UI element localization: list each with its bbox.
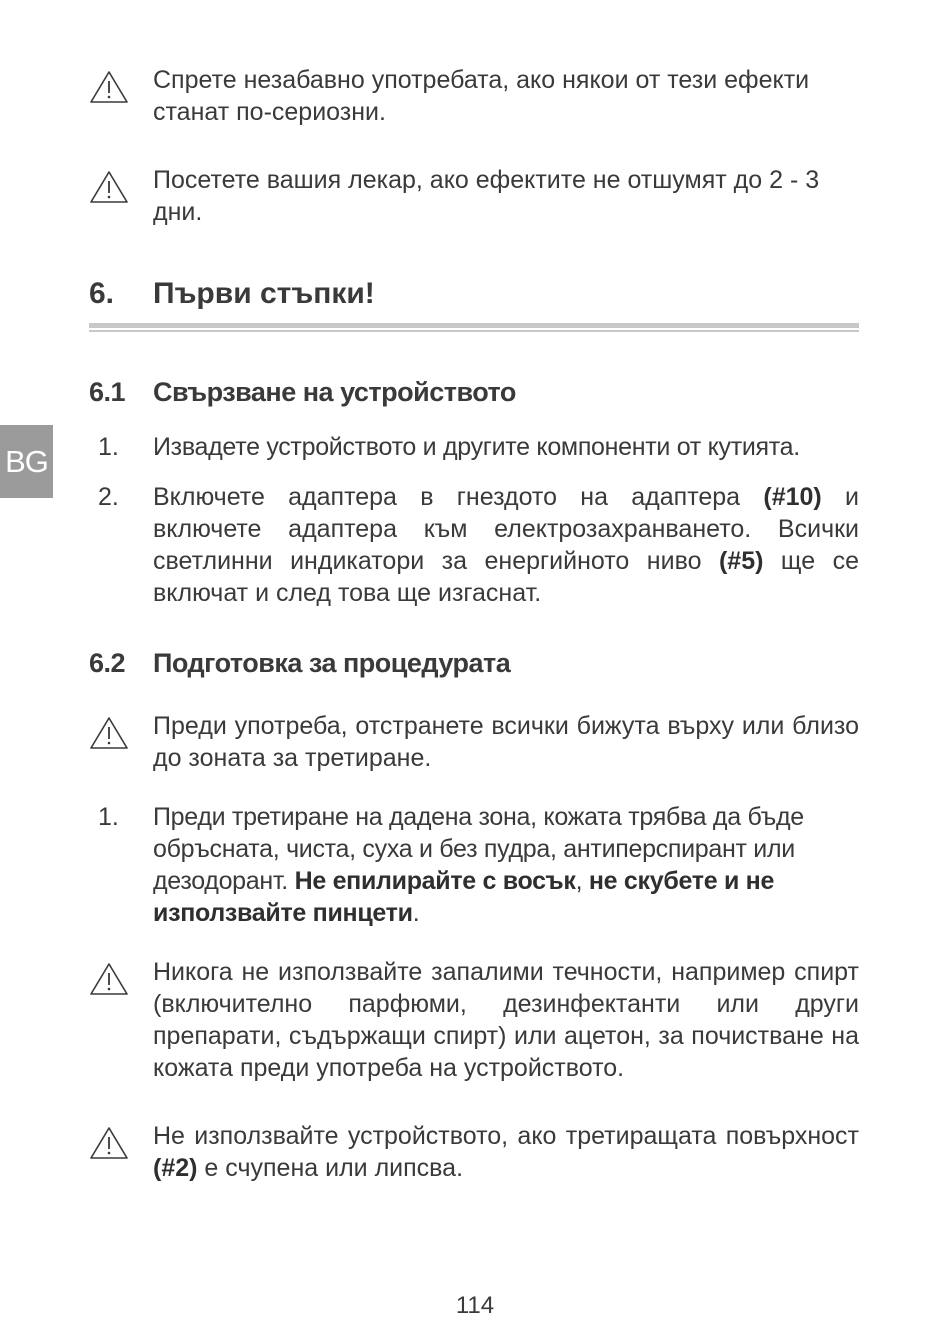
step-text: Преди третиране на дадена зона, кожата трябва да бъде обръсната, чиста, суха и без пудра, антиперспирант или дезодорант. Не епилирайте с восък, не скубете и не използвайте пинцети. [153,803,804,927]
subsection-heading [89,646,510,680]
emphasis: не скубете и не използвайте пинцети [153,867,775,927]
step-text: Извадете устройството и другите компоненти от кутията. [153,433,800,461]
subsection-title: Свързване на устройството [153,377,516,407]
part-reference: (#5) [718,547,764,575]
step-number: 2. [98,483,119,511]
part-reference: (#10) [763,483,822,511]
warning-text: Спрете незабавно употребата, ако някои от тези ефекти станат по-сериозни. [153,66,810,126]
section-heading [89,276,375,312]
divider [89,323,859,328]
part-reference: (#2) [153,1154,198,1182]
step-text: Включете адаптера в гнездото на адаптера (#10) и включете адаптера към електрозахранването. Всички светлинни индикатори за енергийното ниво (#5) ще се включат и след това ще изгаснат. [153,483,859,607]
subsection-heading [89,375,516,409]
emphasis: Не епилирайте с восък [294,867,576,895]
warning-text: Никога не използвайте запалими течности, например спирт (включително парфюми, дезинфектанти или други препарати, съдържащи спирт) или ацетон, за почистване на кожата преди употреба на устройството. [153,958,859,1082]
divider [89,330,859,332]
section-number: 6. [89,277,115,310]
warning-icon [89,716,129,750]
warning-text: Посетете вашия лекар, ако ефектите не отшумят до 2 - 3 дни. [153,166,820,226]
warning-icon [89,1126,129,1160]
page-number: 114 [455,1292,495,1319]
warning-text: Преди употреба, отстранете всички бижута върху или близо до зоната за третиране. [153,712,859,772]
warning-icon [89,170,129,204]
language-tab: BG [0,425,53,498]
step-number: 1. [98,803,119,831]
subsection-number: 6.2 [89,648,126,678]
warning-icon [89,70,129,104]
subsection-number: 6.1 [89,377,126,407]
warning-text: Не използвайте устройството, ако третиращата повърхност (#2) е счупена или липсва. [153,1122,859,1182]
warning-icon [89,962,129,996]
section-title: Първи стъпки! [153,277,375,310]
subsection-title: Подготовка за процедурата [153,648,511,678]
step-number: 1. [98,433,119,461]
